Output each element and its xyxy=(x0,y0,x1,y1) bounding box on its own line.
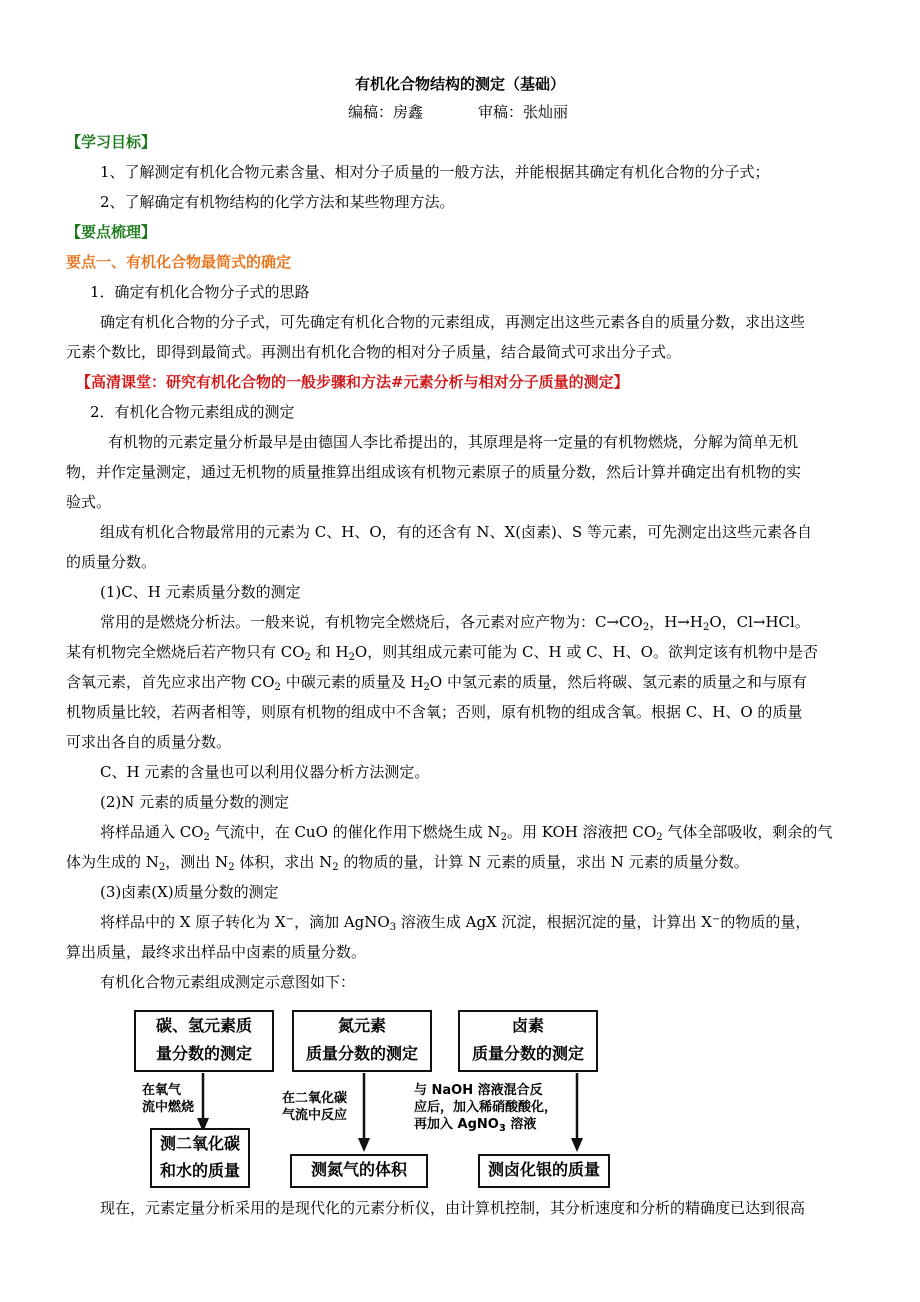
subscript: 2 xyxy=(158,862,166,873)
caption-text: 应后，加入稀硝酸酸化， xyxy=(414,1100,558,1115)
paragraph: 元素个数比，即得到最简式。再测出有机化合物的相对分子质量，结合最简式可求出分子式。 xyxy=(66,343,682,361)
paragraph: 确定有机化合物的分子式，可先确定有机化合物的元素组成，再测定出这些元素各自的质量分数，求出这些 xyxy=(100,313,806,331)
subscript: 3 xyxy=(389,922,397,933)
box-text: 测氮气的体积 xyxy=(310,1160,407,1179)
paragraph: 的质量分数。 xyxy=(66,553,157,571)
text: 将样品通入 CO xyxy=(100,823,204,841)
diagram-intro: 有机化合物元素组成测定示意图如下： xyxy=(100,973,356,991)
goals-heading: 【学习目标】 xyxy=(66,133,157,151)
equation: ，H→H xyxy=(649,613,703,631)
section2-title: 2．有机化合物元素组成的测定 xyxy=(90,403,295,421)
n-title: (2)N 元素的质量分数的测定 xyxy=(100,793,290,811)
text: 溶液生成 AgX 沉淀，根据沉淀的量，计算出 X xyxy=(396,913,712,931)
page-title: 有机化合物结构的测定（基础） xyxy=(354,75,565,93)
paragraph: 物，并作定量测定，通过无机物的质量推算出组成该有机物元素原子的质量分数，然后计算并确定出有机物的实 xyxy=(66,463,802,481)
box-text: 和水的质量 xyxy=(159,1161,240,1180)
superscript: − xyxy=(711,914,721,925)
box-text: 碳、氢元素质 xyxy=(155,1016,252,1035)
hd-text: 研究有机化合物的一般步骤和方法#元素分析与相对分子质量的测定 xyxy=(166,373,614,391)
box-n-determination xyxy=(292,1010,432,1072)
reviewer-credit: 审稿：张灿丽 xyxy=(478,103,569,121)
subscript: 2 xyxy=(423,682,430,693)
superscript: − xyxy=(285,914,295,925)
result-n2-volume xyxy=(290,1154,428,1188)
text: 体为生成的 N xyxy=(66,853,159,871)
ch-title: (1)C、H 元素质量分数的测定 xyxy=(100,583,301,601)
subscript: 2 xyxy=(304,652,311,663)
equation: C→CO xyxy=(595,613,643,631)
text: 体积，求出 N xyxy=(234,853,333,871)
goal-item-1: 1、了解测定有机化合物元素含量、相对分子质量的一般方法，并能根据其确定有机化合物的分子式； xyxy=(100,163,770,181)
x-title: (3)卤素(X)质量分数的测定 xyxy=(100,883,279,901)
text: 。用 KOH 溶液把 CO xyxy=(506,823,657,841)
text: 将样品中的 X 原子转化为 X xyxy=(100,913,286,931)
paragraph: 可求出各自的质量分数。 xyxy=(66,733,232,751)
text: 的物质的量，计算 N 元素的质量，求出 N 元素的质量分数。 xyxy=(338,853,749,871)
text: 的物质的量， xyxy=(720,913,811,931)
box-text: 氮元素 xyxy=(337,1016,386,1035)
paragraph: 验式。 xyxy=(66,493,112,511)
box-text: 量分数的测定 xyxy=(155,1044,252,1063)
box-text: 测卤化银的质量 xyxy=(487,1160,600,1179)
text: 溶液 xyxy=(505,1117,537,1132)
caption-text: 气流中反应 xyxy=(282,1108,348,1123)
paragraph: 现在，元素定量分析采用的是现代化的元素分析仪，由计算机控制，其分析速度和分析的精确度已达到很高 xyxy=(100,1199,806,1217)
caption-text: 在二氧化碳 xyxy=(282,1091,348,1106)
goal-item-2: 2、了解确定有机物结构的化学方法和某些物理方法。 xyxy=(100,193,455,211)
box-text: 质量分数的测定 xyxy=(471,1044,584,1063)
paragraph: 机物质量比较，若两者相等，则原有机物的组成中不含氧；否则，原有机物的组成含氧。根据 C、H、O 的质量 xyxy=(66,703,803,721)
editor-credit: 编稿：房鑫 xyxy=(348,103,424,121)
point1-heading: 要点一、有机化合物最简式的确定 xyxy=(66,253,292,271)
key-heading: 【要点梳理】 xyxy=(66,223,157,241)
hd-label: 【高清课堂： xyxy=(76,373,167,391)
arrowhead-2 xyxy=(358,1138,370,1152)
caption-text xyxy=(414,1116,557,1133)
subscript: 2 xyxy=(702,622,710,633)
subscript: 2 xyxy=(348,652,355,663)
text: O 中氢元素的质量，然后将碳、氢元素的质量之和与原有 xyxy=(429,673,807,691)
equation: O，Cl→HCl。 xyxy=(709,613,810,631)
text: 气流中，在 CuO 的催化作用下燃烧生成 N xyxy=(209,823,501,841)
text: ，测出 N xyxy=(165,853,229,871)
text: ，滴加 AgNO xyxy=(294,913,390,931)
box-ch-determination xyxy=(134,1010,274,1072)
subscript: 2 xyxy=(203,832,210,843)
box-text: 测二氧化碳 xyxy=(159,1134,240,1153)
caption-text: 与 NaOH 溶液混合反 xyxy=(414,1083,543,1098)
paragraph: 有机物的元素定量分析最早是由德国人李比希提出的，其原理是将一定量的有机物燃烧，分解为简单无机 xyxy=(108,433,799,451)
box-text: 卤素 xyxy=(511,1016,544,1035)
text: 再加入 AgNO xyxy=(414,1117,499,1132)
caption-text: 在氧气 xyxy=(142,1083,182,1098)
paragraph: 算出质量，最终求出样品中卤素的质量分数。 xyxy=(66,943,367,961)
paragraph: C、H 元素的含量也可以利用仪器分析方法测定。 xyxy=(100,763,430,781)
arrowhead-3 xyxy=(571,1138,583,1152)
text: 中碳元素的质量及 H xyxy=(280,673,424,691)
subscript: 2 xyxy=(274,682,281,693)
box-halogen-determination xyxy=(458,1010,598,1072)
subscript: 2 xyxy=(656,832,663,843)
subscript: 2 xyxy=(642,622,650,633)
result-agx-mass xyxy=(478,1154,610,1188)
subscript: 3 xyxy=(498,1123,506,1134)
text: 某有机物完全燃烧后若产物只有 CO xyxy=(66,643,305,661)
condition-3 xyxy=(414,1082,557,1133)
text: 气体全部吸收，剩余的气 xyxy=(662,823,833,841)
condition-2 xyxy=(282,1090,347,1124)
text: 和 H xyxy=(310,643,349,661)
condition-1 xyxy=(142,1082,194,1116)
caption-text: 流中燃烧 xyxy=(142,1100,195,1115)
section1-title: 1．确定有机化合物分子式的思路 xyxy=(90,283,310,301)
subscript: 2 xyxy=(228,862,235,873)
text: O，则其组成元素可能为 C、H 或 C、H、O。欲判定该有机物中是否 xyxy=(354,643,818,661)
paragraph: 组成有机化合物最常用的元素为 C、H、O，有的还含有 N、X(卤素)、S 等元素，可先测定出这些元素各自 xyxy=(100,523,812,541)
result-co2-h2o-mass xyxy=(150,1128,250,1188)
text: 常用的是燃烧分析法。一般来说，有机物完全燃烧后，各元素对应产物为： xyxy=(100,613,596,631)
hd-close: 】 xyxy=(613,373,629,391)
subscript: 2 xyxy=(332,862,339,873)
box-text: 质量分数的测定 xyxy=(305,1044,418,1063)
text: 含氧元素，首先应求出产物 CO xyxy=(66,673,275,691)
subscript: 2 xyxy=(500,832,507,843)
